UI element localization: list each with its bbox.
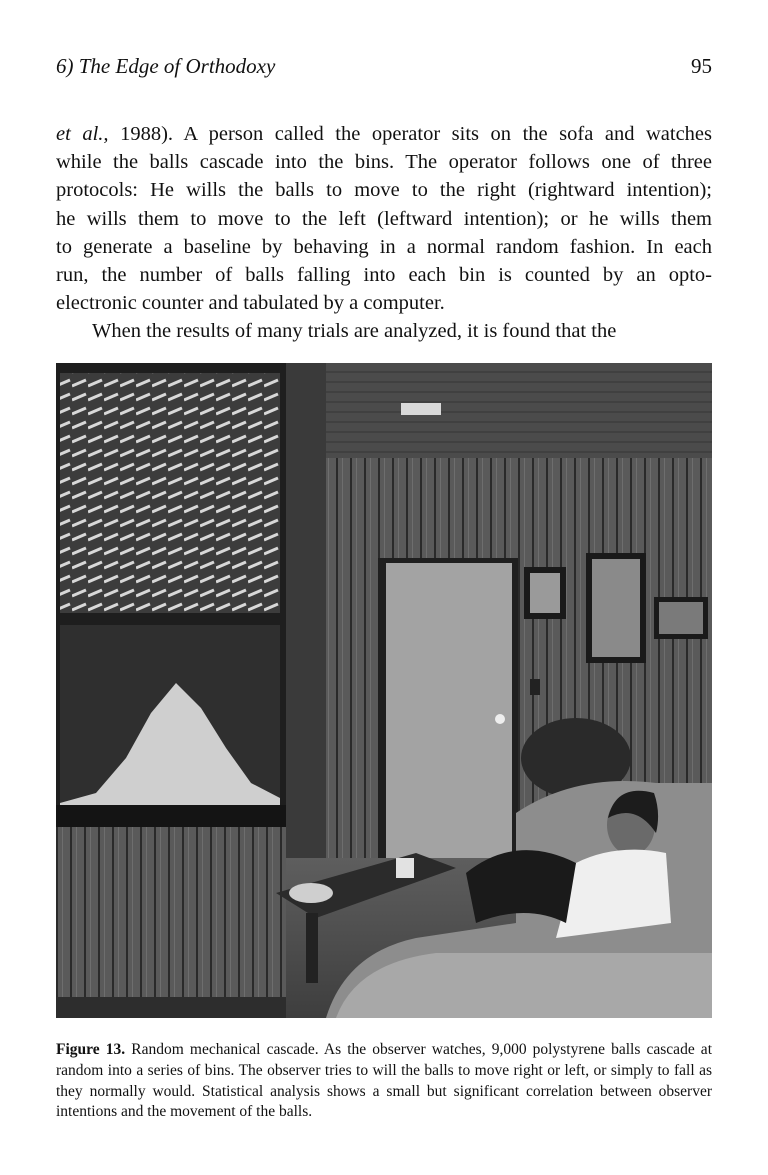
picture-poster bbox=[592, 559, 640, 657]
text-line: he wills them to move to the left (leftward intention); or he wills them bbox=[56, 207, 712, 230]
running-head: 6) The Edge of Orthodoxy bbox=[56, 54, 276, 78]
light-switch bbox=[530, 679, 540, 695]
text-line: to generate a baseline by behaving in a normal random fashion. In each bbox=[56, 235, 712, 258]
picture-wide bbox=[659, 602, 703, 634]
lower-wood-panel bbox=[56, 827, 316, 997]
text-span: 1988). A person called the operator sits on the sofa and watches bbox=[108, 123, 712, 145]
table-leg bbox=[306, 913, 318, 983]
door bbox=[386, 563, 512, 858]
text-line bbox=[56, 120, 712, 148]
photo-illustration bbox=[56, 363, 712, 1018]
text-line: When the results of many trials are analyzed, it is found that the bbox=[92, 320, 617, 343]
ceiling-light bbox=[401, 403, 441, 415]
side-pillar bbox=[286, 363, 326, 923]
text-line: while the balls cascade into the bins. The operator follows one of three bbox=[56, 151, 712, 174]
text-line: electronic counter and tabulated by a computer. bbox=[56, 292, 445, 315]
page-header bbox=[56, 54, 712, 84]
caption-text: Random mechanical cascade. As the observer watches, 9,000 polystyrene balls cascade at random into a series of bins. The observer tries to will the balls to move right or left, or simply to fall as they normally would. Statistical analysis shows a small but significant correlation between observer intentions and the movement of the balls. bbox=[56, 1041, 712, 1121]
figure-caption bbox=[56, 1040, 712, 1123]
text-line: protocols: He wills the balls to move to the right (rightward intention); bbox=[56, 179, 712, 202]
mug bbox=[396, 858, 414, 878]
table-ornaments bbox=[289, 883, 333, 903]
counter-strip bbox=[56, 805, 286, 827]
text-emphasis: et al., bbox=[56, 123, 109, 145]
figure-photo bbox=[56, 363, 712, 1018]
cascade-pegs bbox=[60, 373, 280, 613]
text-line: run, the number of balls falling into each bin is counted by an opto- bbox=[56, 264, 712, 287]
page-number: 95 bbox=[691, 54, 712, 78]
figure-label: Figure 13. bbox=[56, 1041, 126, 1058]
picture-small bbox=[530, 573, 560, 613]
door-knob bbox=[495, 714, 505, 724]
body-text bbox=[56, 120, 712, 346]
